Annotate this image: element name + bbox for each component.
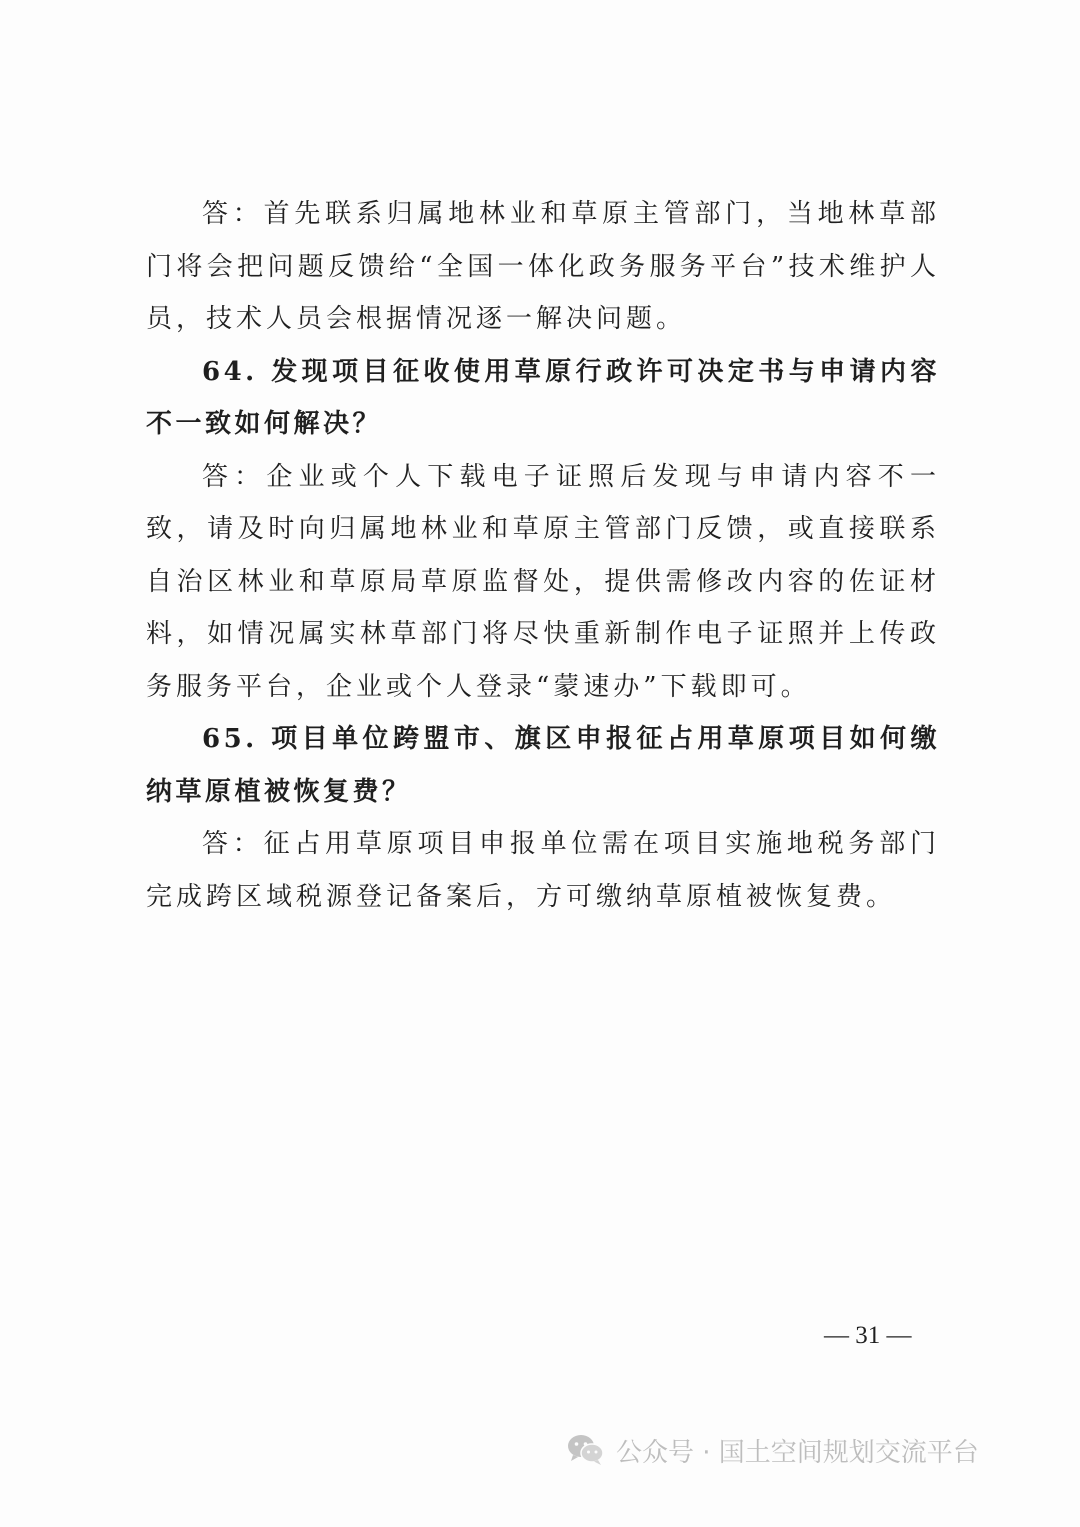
- answer-paragraph: 答：企业或个人下载电子证照后发现与申请内容不一致，请及时向归属地林业和草原主管部门反馈，或直接联系自治区林业和草原局草原监督处，提供需修改内容的佐证材料，如情况属实林草部门将尽快重新制作电子证照并上传政务服务平台，企业或个人登录“蒙速办”下载即可。: [146, 461, 940, 702]
- wechat-icon: [566, 1433, 606, 1467]
- page-number: — 31 —: [824, 1322, 912, 1349]
- answer-paragraph: 答：首先联系归属地林业和草原主管部门，当地林草部门将会把问题反馈给“全国一体化政务服务平台”技术维护人员，技术人员会根据情况逐一解决问题。: [146, 199, 940, 334]
- page-body: [146, 188, 940, 923]
- answer-paragraph: 答：征占用草原项目申报单位需在项目实施地税务部门完成跨区域税源登记备案后，方可缴纳草原植被恢复费。: [146, 829, 940, 912]
- question-64-heading: 64. 发现项目征收使用草原行政许可决定书与申请内容不一致如何解决？: [146, 356, 940, 439]
- watermark: [566, 1428, 979, 1472]
- question-65-heading: 65. 项目单位跨盟市、旗区申报征占用草原项目如何缴纳草原植被恢复费？: [146, 724, 940, 807]
- watermark-text: 公众号 · 国土空间规划交流平台: [616, 1437, 979, 1468]
